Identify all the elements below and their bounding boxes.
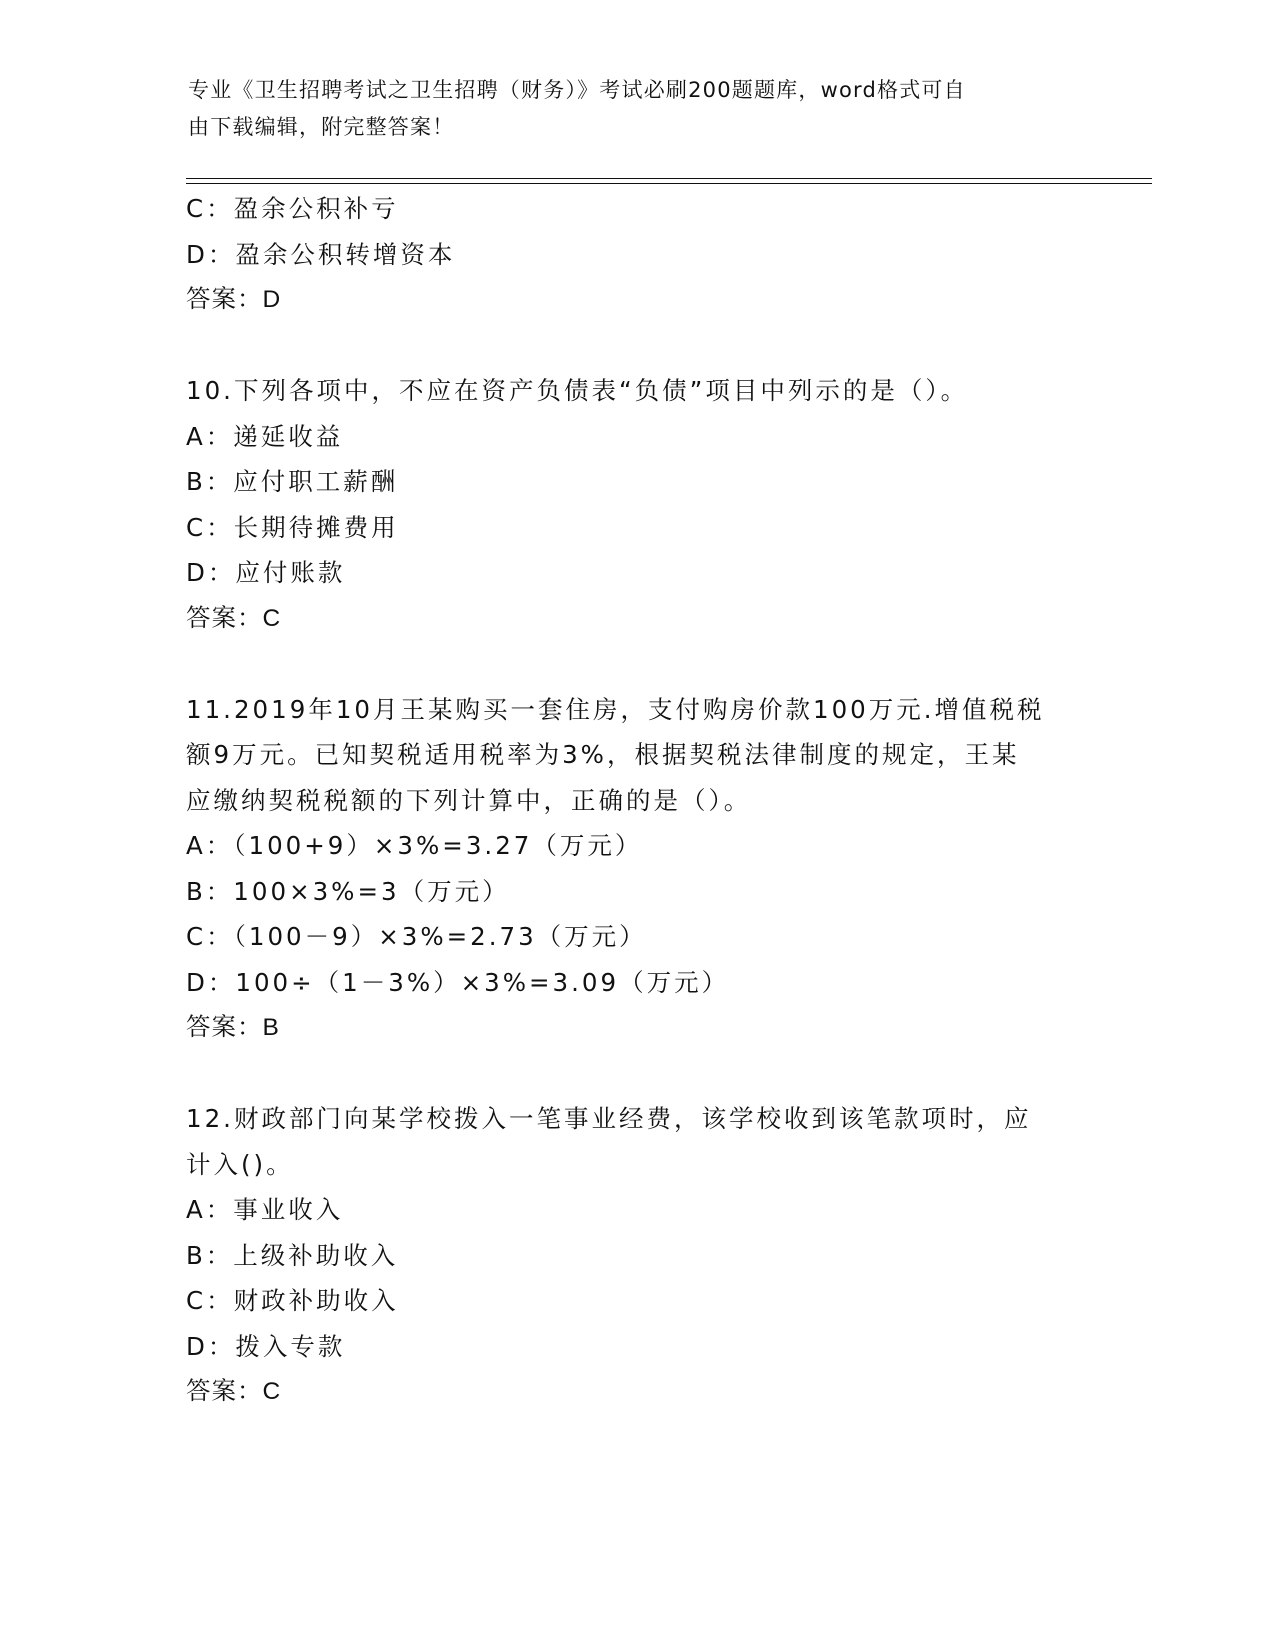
- option-c: C：盈余公积补亏: [186, 194, 399, 223]
- option-d: D：应付账款: [186, 558, 346, 587]
- header-divider-top: [186, 178, 1152, 179]
- option-b: B：应付职工薪酬: [186, 467, 399, 496]
- option-a: A：（100+9）×3%=3.27（万元）: [186, 831, 643, 860]
- question-stem-line-1: 11.2019年10月王某购买一套住房，支付购房价款100万元.增值税税: [186, 694, 1045, 724]
- answer-line: 答案：C: [186, 604, 282, 632]
- question-block-12: [186, 1096, 1086, 1415]
- option-c: C：长期待摊费用: [186, 512, 399, 542]
- option-c: C：（100－9）×3%=2.73（万元）: [186, 922, 647, 951]
- question-stem-line-3: 应缴纳契税税额的下列计算中，正确的是（）。: [186, 785, 752, 815]
- question-stem: 10.下列各项中，不应在资产负债表“负债”项目中列示的是（）。: [186, 376, 969, 405]
- question-block-9: [186, 186, 1086, 323]
- answer-line: 答案：B: [186, 1014, 280, 1041]
- question-list: [186, 186, 1086, 1415]
- option-d: D：100÷（1－3%）×3%=3.09（万元）: [186, 967, 730, 997]
- question-block-11: [186, 687, 1086, 1051]
- option-d: D：拨入专款: [186, 1331, 346, 1361]
- question-stem-line-1: 12.财政部门向某学校拨入一笔事业经费，该学校收到该笔款项时，应: [186, 1104, 1032, 1133]
- option-c: C：财政补助收入: [186, 1286, 399, 1315]
- answer-line: 答案：C: [186, 1378, 282, 1405]
- question-stem-line-2: 计入()。: [186, 1149, 294, 1179]
- header-divider-bottom: [186, 183, 1152, 184]
- answer-line: 答案：D: [186, 286, 282, 313]
- header-line-1: 专业《卫生招聘考试之卫生招聘（财务）》考试必刷200题题库，word格式可自: [188, 78, 966, 102]
- question-stem-line-2: 额9万元。已知契税适用税率为3%，根据契税法律制度的规定，王某: [186, 740, 1020, 769]
- option-d: D：盈余公积转增资本: [186, 239, 456, 269]
- option-b: B：上级补助收入: [186, 1240, 399, 1270]
- option-b: B：100×3%=3（万元）: [186, 876, 510, 906]
- option-a: A：事业收入: [186, 1195, 344, 1224]
- document-header: [188, 72, 1068, 146]
- option-a: A：递延收益: [186, 421, 344, 451]
- header-line-2: 由下载编辑，附完整答案！: [188, 115, 455, 139]
- question-block-10: [186, 368, 1086, 641]
